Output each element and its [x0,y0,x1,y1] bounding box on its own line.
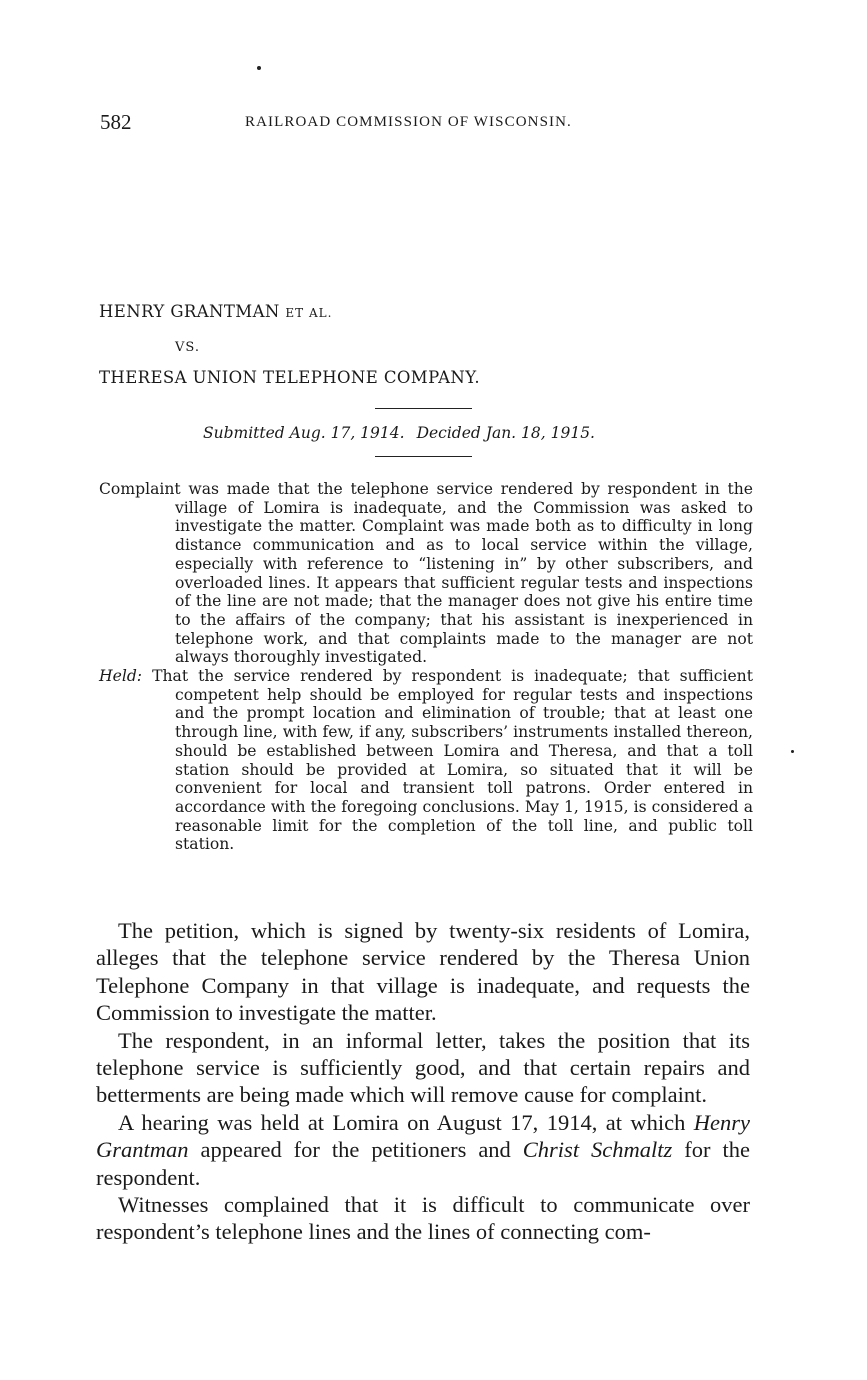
case-defendant: THERESA UNION TELEPHONE COMPANY. [99,368,481,387]
syllabus-held [99,667,753,854]
syllabus [99,480,753,854]
body-paragraph: Witnesses complained that it is difficult to communicate over respondent’s telephone lines and the lines of connecting com- [96,1192,750,1245]
body-text-span: appeared for the petitioners and [200,1137,511,1163]
submitted-date: Submitted Aug. 17, 1914. [203,424,405,442]
case-versus: VS. [175,340,200,355]
counsel-name: Christ Schmaltz [522,1137,673,1163]
held-label: Held: [99,667,143,686]
print-speck [257,66,261,70]
bottom-rule [375,456,472,457]
syllabus-complaint: Complaint was made that the telephone service rendered by respondent in the village of Lomira is inadequate, and the Commission was asked to investigate the matter. Complaint was made both as to difficulty in long distance communication and as to local service within the village, especially with reference to “listening in” by other subscribers, and overloaded lines. It appears that sufficient regular tests and inspections of the line are not made; that the manager does not give his entire time to the affairs of the company; that his assistant is inexperienced in telephone work, and that complaints made to the manager are not always thoroughly investigated. [99,480,753,667]
body-paragraph: The respondent, in an informal letter, takes the position that its telephone service is sufficiently good, and that certain repairs and betterments are being made which will remove cause for complaint. [96,1027,750,1108]
decided-date: Decided Jan. 18, 1915. [416,424,595,442]
body-paragraph: The petition, which is signed by twenty-six residents of Lomira, alleges that the telephone service rendered by the Theresa Union Telephone Company in that village is inadequate, and requests the Commission to investigate the matter. [96,918,750,1026]
opinion-body [96,917,750,1246]
body-text-span: A hearing was held at Lomira on August 17, 1914, at which [118,1109,686,1135]
body-paragraph [96,1109,750,1191]
print-speck [791,750,794,753]
top-rule [375,408,472,409]
plaintiff-name: HENRY GRANTMAN [99,302,280,321]
case-plaintiff [99,302,332,321]
counsel-name: Henry Grantman [96,1109,751,1163]
page-number: 582 [100,110,132,134]
held-text: That the service rendered by respondent is inadequate; that sufficient competent help should be employed for regular tests and inspections and the prompt location and elimination of trouble; that at least one through line, with few, if any, subscribers’ instruments installed thereon, should be established between Lomira and Theresa, and that a toll station should be provided at Lomira, so situated that it will be convenient for local and transient toll patrons. Order entered in accordance with the foregoing conclusions. May 1, 1915, is considered a reasonable limit for the completion of the toll line, and public toll station. [152,667,753,854]
running-head [100,110,750,138]
journal-title: RAILROAD COMMISSION OF WISCONSIN. [245,114,572,130]
case-dates [203,424,595,442]
body-text-span: for the respondent. [96,1137,750,1190]
plaintiff-suffix: ET AL. [285,306,333,320]
